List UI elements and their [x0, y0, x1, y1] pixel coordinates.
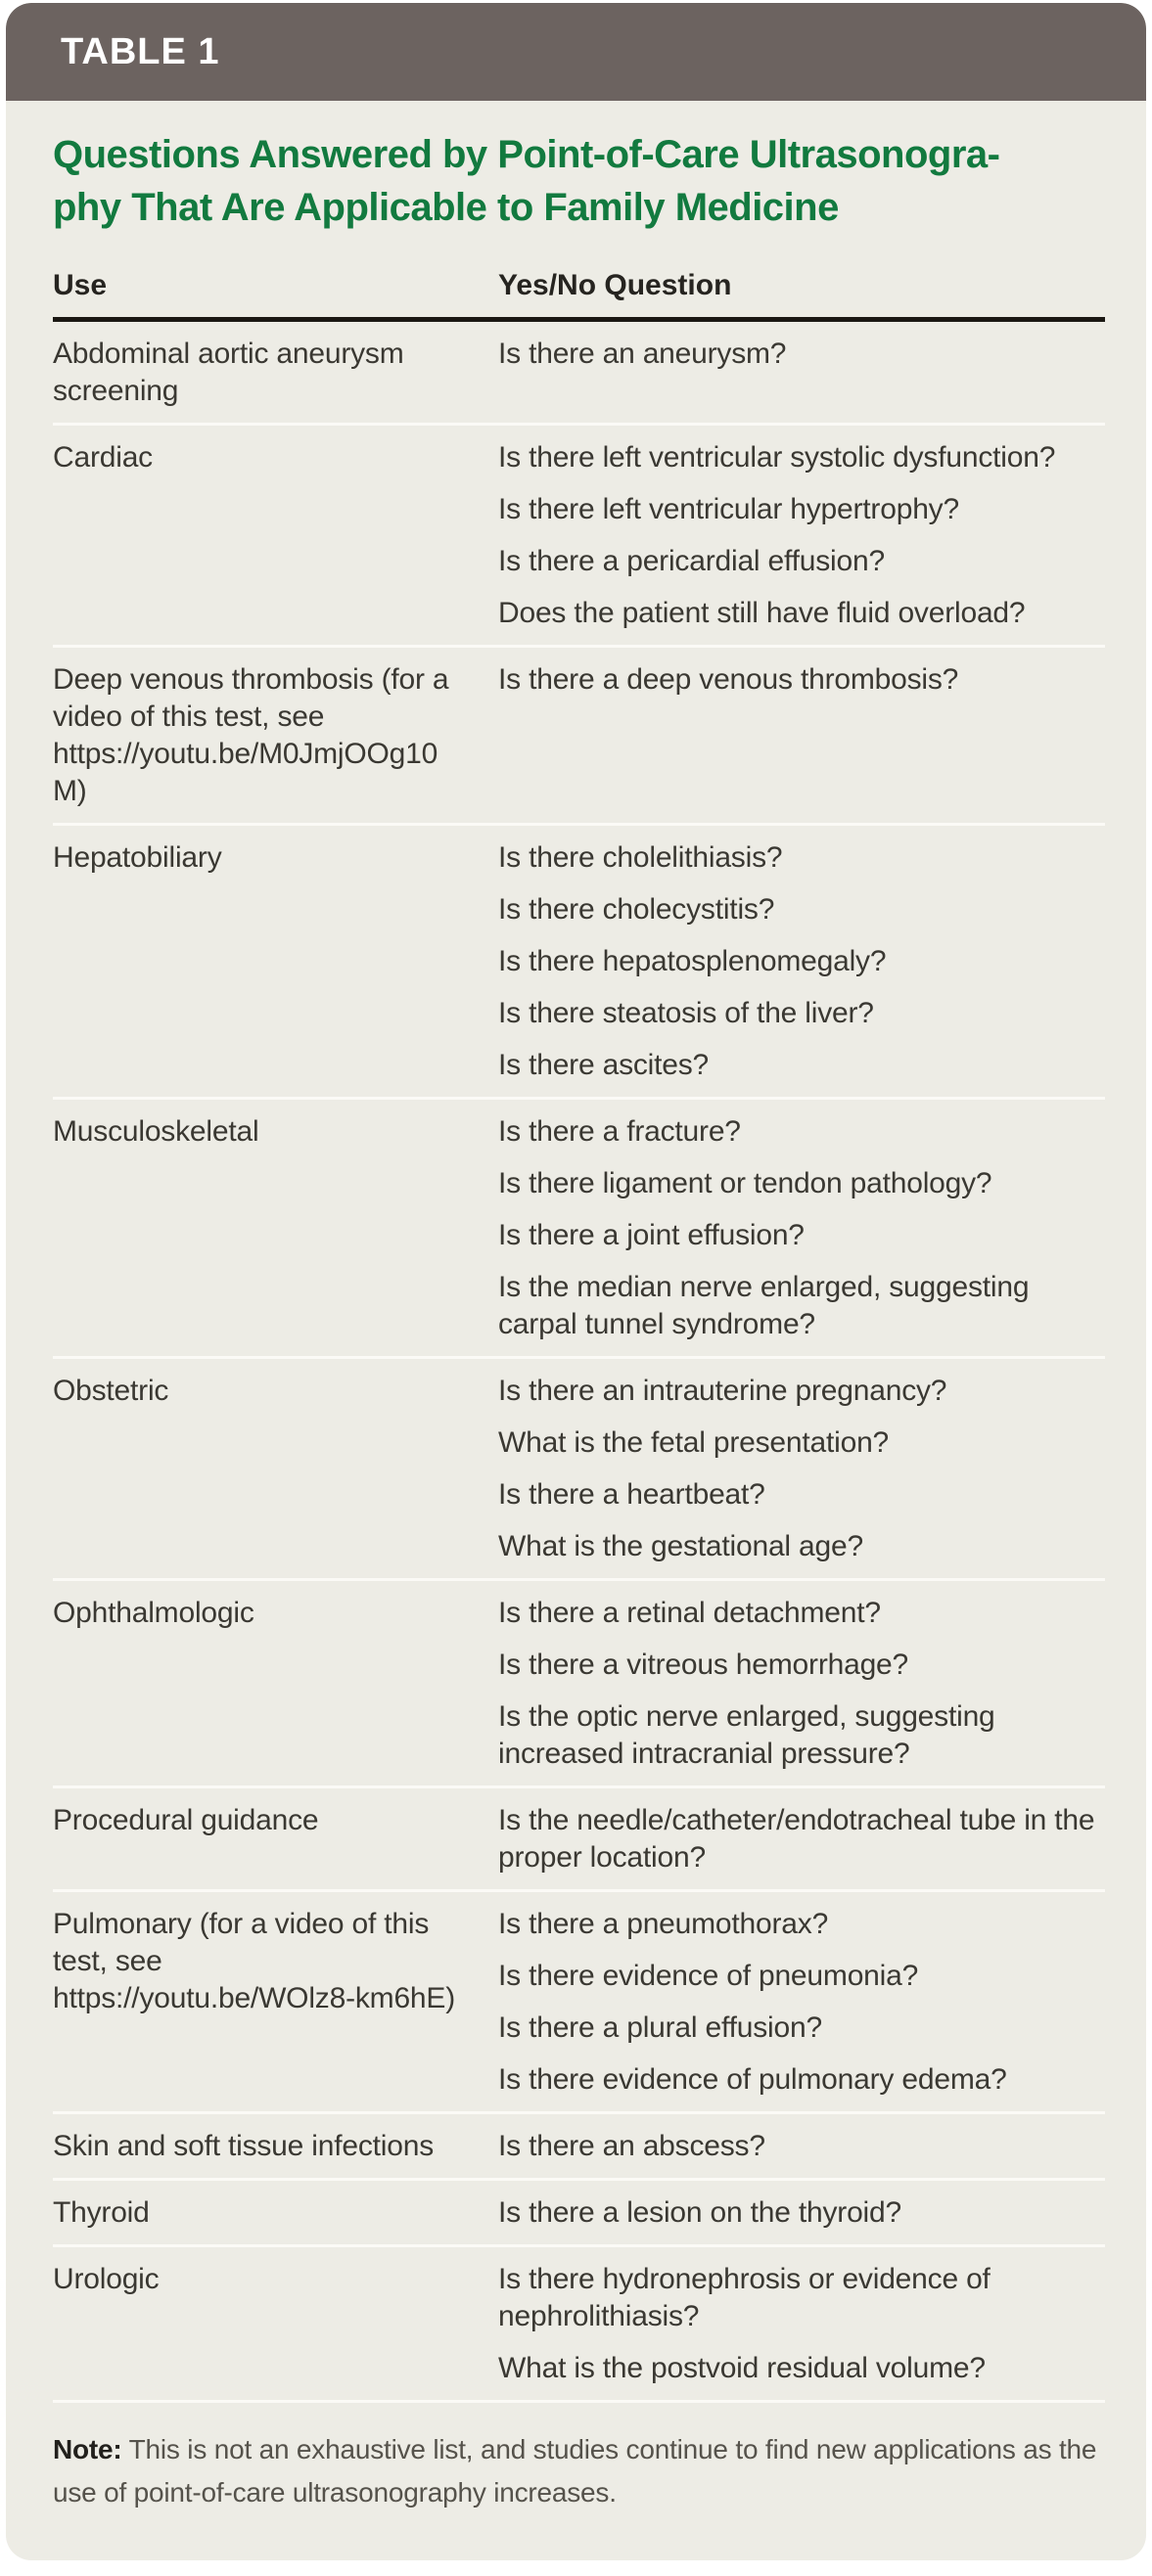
- row-use-label: Procedural guidance: [53, 1804, 319, 1836]
- table-row-musculoskeletal: [53, 1100, 1105, 1359]
- row-use-text: Pulmonary (for a video of this test, see: [53, 1908, 430, 1977]
- table-row-obstetric: [53, 1359, 1105, 1581]
- table-note: [53, 2403, 1105, 2553]
- question-text: What is the postvoid residual volume?: [498, 2352, 986, 2384]
- note-label: Note:: [53, 2434, 122, 2464]
- question-text: Is there hydronephrosis or evidence of nephrolithiasis?: [498, 2263, 991, 2332]
- youtube-url-text: https://youtu.be/M0JmjOOg10M: [53, 738, 438, 807]
- column-header-row: [53, 269, 1105, 322]
- row-use-label: Obstetric: [53, 1375, 169, 1407]
- row-questions: [498, 1802, 1105, 1876]
- table-title: [53, 128, 1105, 234]
- table-row-urologic: [53, 2247, 1105, 2403]
- table-row-ophthalmologic: [53, 1581, 1105, 1788]
- question-text: Is there hepatosplenomegaly?: [498, 945, 887, 977]
- question-text: Is there ligament or tendon pathology?: [498, 1167, 992, 1199]
- question-text: Is there a joint effusion?: [498, 1219, 805, 1251]
- row-use-label: Thyroid: [53, 2196, 150, 2229]
- row-questions: [498, 1373, 1105, 1565]
- question-text: Is there an intrauterine pregnancy?: [498, 1375, 947, 1407]
- row-use-label: Urologic: [53, 2263, 160, 2295]
- table-row-hepatobiliary: [53, 826, 1105, 1100]
- row-use-text: Deep venous thrombosis (for a video of this test, see: [53, 663, 449, 733]
- question-text: Is there left ventricular systolic dysfunction?: [498, 441, 1056, 474]
- question-text: Is there a deep venous thrombosis?: [498, 663, 959, 696]
- question-text: Is there a plural effusion?: [498, 2011, 822, 2044]
- question-text: Is there a heartbeat?: [498, 1478, 765, 1511]
- question-text: Is there evidence of pulmonary edema?: [498, 2063, 1007, 2096]
- row-questions: [498, 439, 1105, 632]
- row-use-label: [53, 661, 498, 810]
- row-questions: [498, 839, 1105, 1084]
- table-row-thyroid: [53, 2181, 1105, 2247]
- table-body: [6, 128, 1146, 2553]
- question-text: Is there a pericardial effusion?: [498, 545, 885, 577]
- table-row-procedural-guidance: [53, 1788, 1105, 1892]
- row-use-label: Ophthalmologic: [53, 1597, 254, 1629]
- column-header-use: Use: [53, 269, 108, 301]
- question-text: Does the patient still have fluid overload?: [498, 597, 1026, 629]
- question-text: Is there left ventricular hypertrophy?: [498, 493, 959, 525]
- row-questions: [498, 336, 1105, 410]
- row-questions: [498, 1595, 1105, 1773]
- question-text: Is there steatosis of the liver?: [498, 997, 874, 1029]
- table-row-pulmonary: [53, 1892, 1105, 2114]
- row-use-label: [53, 1906, 498, 2099]
- row-use-label: Abdominal aortic aneurysm screening: [53, 338, 404, 407]
- row-use-label: Skin and soft tissue infections: [53, 2130, 435, 2162]
- column-header-question: Yes/No Question: [498, 269, 732, 301]
- question-text: Is there ascites?: [498, 1049, 710, 1081]
- row-questions: [498, 1113, 1105, 1343]
- table-number-label: TABLE 1: [61, 30, 220, 72]
- question-text: Is there a pneumothorax?: [498, 1908, 829, 1940]
- question-text: Is there a fracture?: [498, 1115, 741, 1148]
- row-use-text: ): [76, 775, 87, 807]
- row-use-text: ): [445, 1982, 456, 2014]
- question-text: Is the optic nerve enlarged, suggesting increased intracranial pressure?: [498, 1700, 995, 1770]
- row-questions: [498, 2194, 1105, 2232]
- question-text: Is there a retinal detachment?: [498, 1597, 881, 1629]
- row-questions: [498, 1906, 1105, 2099]
- row-questions: [498, 661, 1105, 810]
- question-text: Is the median nerve enlarged, suggesting carpal tunnel syndrome?: [498, 1271, 1030, 1340]
- question-text: Is there evidence of pneumonia?: [498, 1960, 919, 1992]
- row-use-label: Hepatobiliary: [53, 841, 222, 874]
- question-text: Is there a lesion on the thyroid?: [498, 2196, 901, 2229]
- question-text: What is the fetal presentation?: [498, 1426, 890, 1459]
- table-tag-bar: [6, 3, 1146, 101]
- row-use-label: Cardiac: [53, 441, 153, 474]
- question-text: What is the gestational age?: [498, 1530, 863, 1562]
- row-questions: [498, 2128, 1105, 2165]
- question-text: Is there cholelithiasis?: [498, 841, 783, 874]
- question-text: Is there a vitreous hemorrhage?: [498, 1649, 909, 1681]
- youtube-url-text: https://youtu.be/WOlz8-km6hE: [53, 1982, 446, 2014]
- question-text: Is there an abscess?: [498, 2130, 765, 2162]
- table-title-line1: Questions Answered by Point-of-Care Ultrasonogra-: [53, 133, 1000, 176]
- table-row-skin-infections: [53, 2114, 1105, 2181]
- question-text: Is there an aneurysm?: [498, 338, 787, 370]
- table-row-aaa-screening: [53, 322, 1105, 426]
- table-title-line2: phy That Are Applicable to Family Medicine: [53, 186, 839, 229]
- note-text: This is not an exhaustive list, and studies continue to find new applications as the use of point-of-care ultrasonography increases.: [53, 2434, 1097, 2508]
- table-row-dvt: [53, 648, 1105, 826]
- question-text: Is there cholecystitis?: [498, 893, 775, 926]
- row-use-label: Musculoskeletal: [53, 1115, 259, 1148]
- row-questions: [498, 2261, 1105, 2387]
- question-text: Is the needle/catheter/endotracheal tube in the proper location?: [498, 1804, 1095, 1874]
- table-card: [6, 3, 1146, 2560]
- table-row-cardiac: [53, 426, 1105, 648]
